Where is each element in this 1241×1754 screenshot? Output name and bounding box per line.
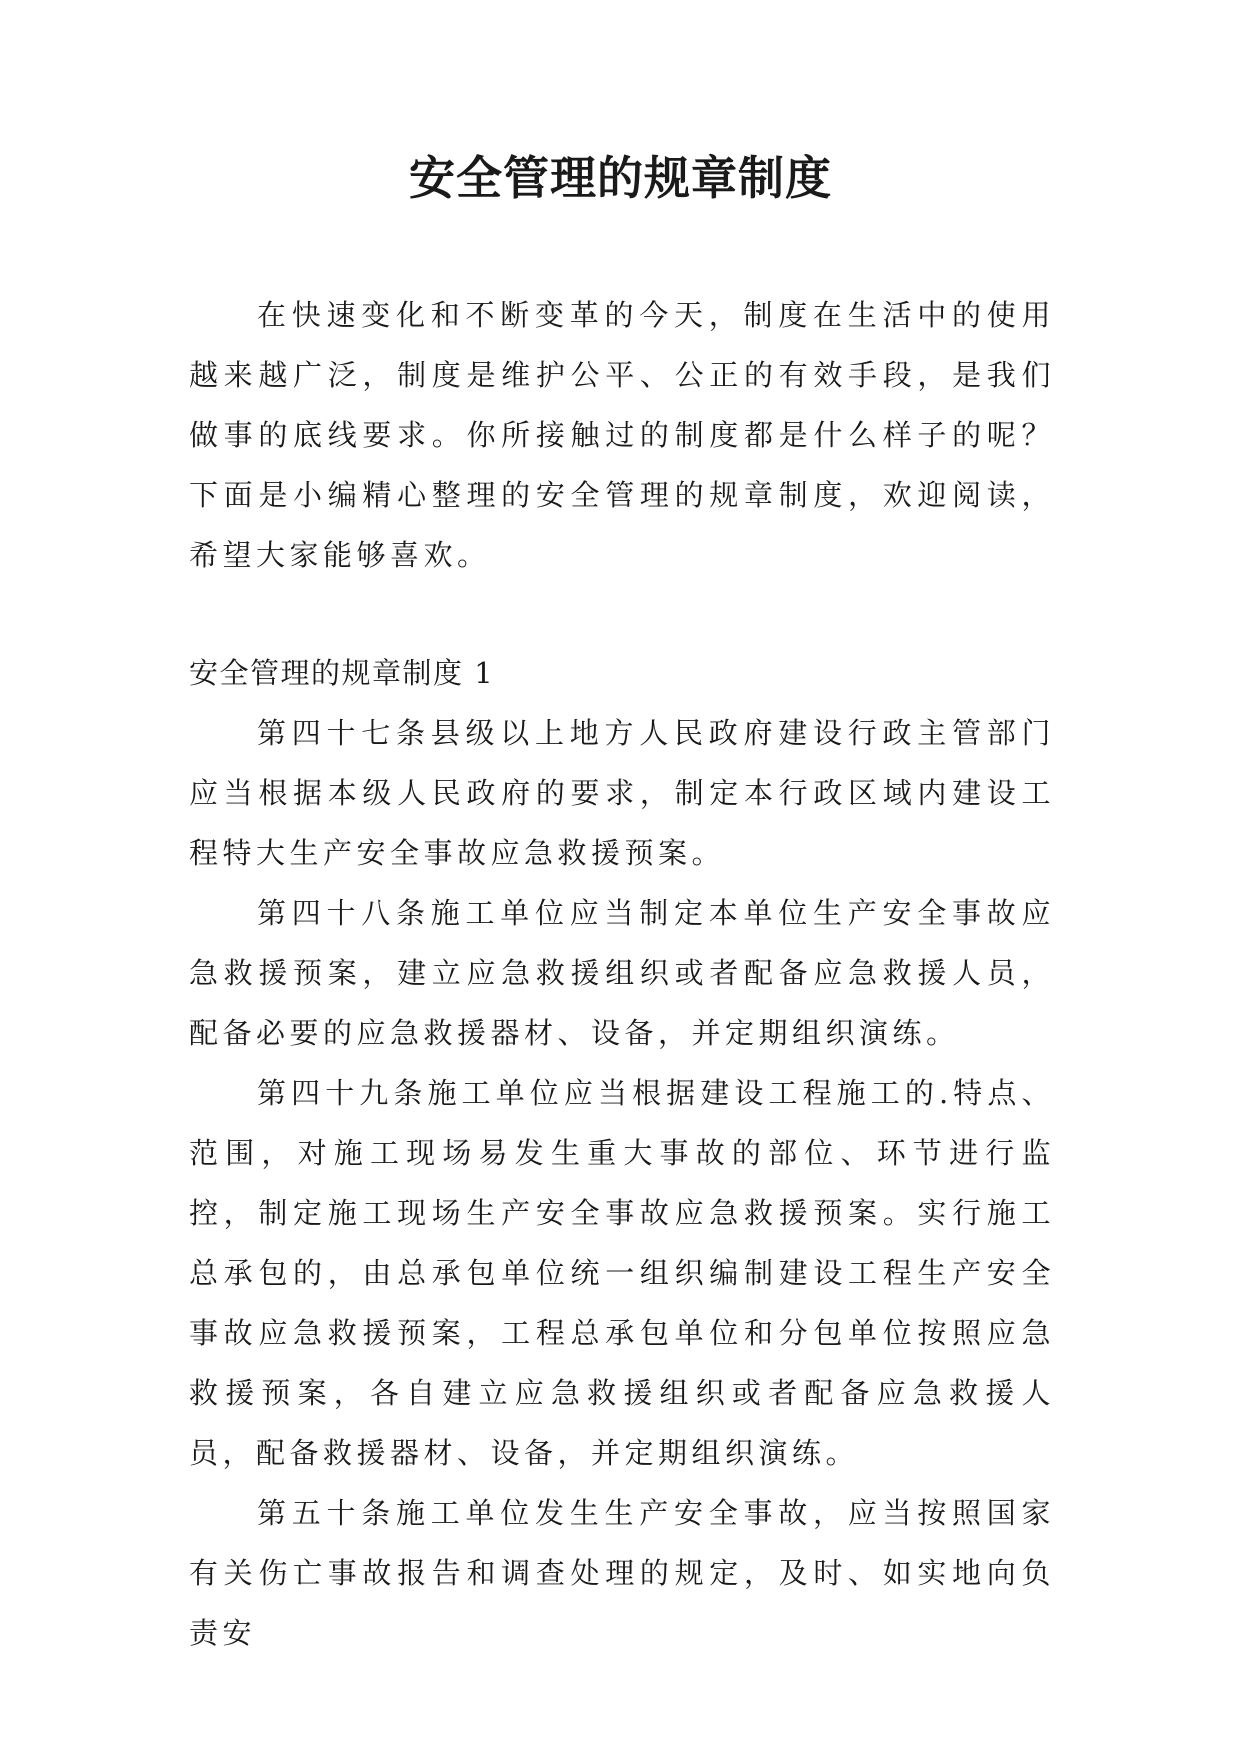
article-50-paragraph: 第五十条施工单位发生生产安全事故，应当按照国家有关伤亡事故报告和调查处理的规定，及时、如实地向负责安: [189, 1496, 1055, 1650]
document-title: 安全管理的规章制度: [409, 151, 832, 205]
document-body: [189, 285, 1055, 1663]
article-48-paragraph: 第四十八条施工单位应当制定本单位生产安全事故应急救援预案，建立应急救援组织或者配备应急救援人员，配备必要的应急救援器材、设备，并定期组织演练。: [189, 896, 1055, 1050]
article-49-paragraph: 第四十九条施工单位应当根据建设工程施工的.特点、范围，对施工现场易发生重大事故的部位、环节进行监控，制定施工现场生产安全事故应急救援预案。实行施工总承包的，由总承包单位统一组织编制建设工程生产安全事故应急救援预案，工程总承包单位和分包单位按照应急救援预案，各自建立应急救援组织或者配备应急救援人员，配备救援器材、设备，并定期组织演练。: [189, 1076, 1055, 1470]
intro-paragraph: 在快速变化和不断变革的今天，制度在生活中的使用越来越广泛，制度是维护公平、公正的有效手段，是我们做事的底线要求。你所接触过的制度都是什么样子的呢？下面是小编精心整理的安全管理的规章制度，欢迎阅读，希望大家能够喜欢。: [189, 298, 1055, 572]
article-47-paragraph: 第四十七条县级以上地方人民政府建设行政主管部门应当根据本级人民政府的要求，制定本行政区域内建设工程特大生产安全事故应急救援预案。: [189, 716, 1055, 870]
section-heading: 安全管理的规章制度 1: [189, 656, 495, 690]
